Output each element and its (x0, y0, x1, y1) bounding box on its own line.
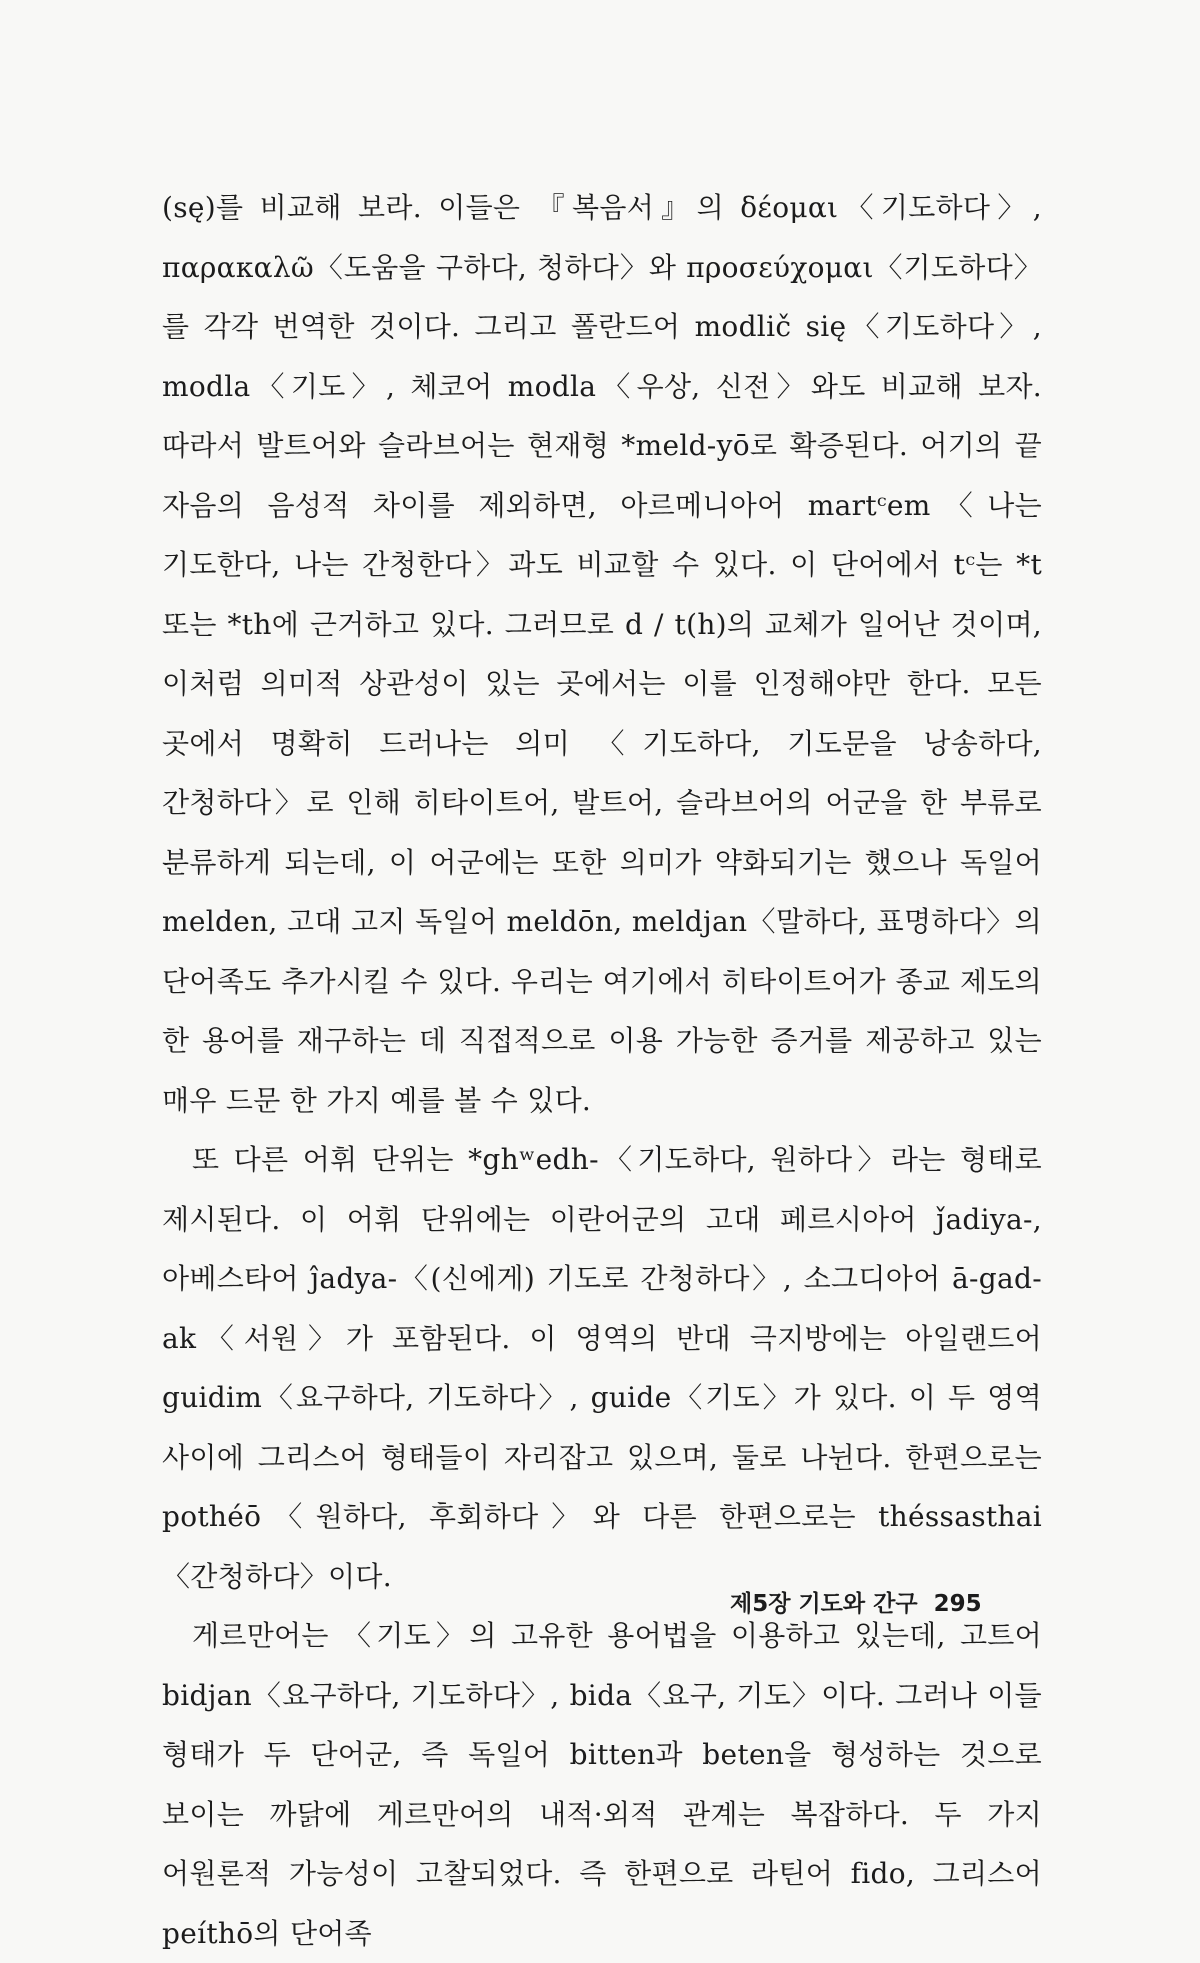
paragraph-1: (sę)를 비교해 보라. 이들은 『복음서』의 δέομαι〈기도하다〉, παρακαλῶ〈도움을 구하다, 청하다〉와 προσεύχομαι〈기도하다〉를 각각 번역한 것이다. 그리고 폴란드어 modlič się〈기도하다〉, modla〈기도〉, 체코어 modla〈우상, 신전〉와도 비교해 보자. 따라서 발트어와 슬라브어는 현재형 *meld-yō로 확증된다. 어기의 끝 자음의 음성적 차이를 제외하면, 아르메니아어 martᶜem〈나는 기도한다, 나는 간청한다〉과도 비교할 수 있다. 이 단어에서 tᶜ는 *t 또는 *th에 근거하고 있다. 그러므로 d / t(h)의 교체가 일어난 것이며, 이처럼 의미적 상관성이 있는 곳에서는 이를 인정해야만 한다. 모든 곳에서 명확히 드러나는 의미 〈기도하다, 기도문을 낭송하다, 간청하다〉로 인해 히타이트어, 발트어, 슬라브어의 어군을 한 부류로 분류하게 되는데, 이 어군에는 또한 의미가 약화되기는 했으나 독일어 melden, 고대 고지 독일어 meldōn, meldjan〈말하다, 표명하다〉의 단어족도 추가시킬 수 있다. 우리는 여기에서 히타이트어가 종교 제도의 한 용어를 재구하는 데 직접적으로 이용 가능한 증거를 제공하고 있는 매우 드문 한 가지 예를 볼 수 있다. (162, 191, 1042, 1117)
page-number: 295 (933, 1591, 982, 1617)
paragraph-3: 게르만어는 〈기도〉의 고유한 용어법을 이용하고 있는데, 고트어 bidjan〈요구하다, 기도하다〉, bida〈요구, 기도〉이다. 그러나 이들 형태가 두 단어군, 즉 독일어 bitten과 beten을 형성하는 것으로 보이는 까닭에 게르만어의 내적·외적 관계는 복잡하다. 두 가지 어원론적 가능성이 고찰되었다. 즉 한편으로 라틴어 fido, 그리스어 peíthō의 단어족 (162, 1619, 1042, 1950)
chapter-title: 제5장 기도와 간구 (730, 1591, 918, 1617)
page-body (162, 178, 1042, 1963)
page-footer (730, 1585, 1050, 1618)
paragraph-2: 또 다른 어휘 단위는 *ghʷedh-〈기도하다, 원하다〉라는 형태로 제시된다. 이 어휘 단위에는 이란어군의 고대 페르시아어 ǰadiya-, 아베스타어 ĵadya-〈(신에게) 기도로 간청하다〉, 소그디아어 ā-gad-ak〈서원〉가 포함된다. 이 영역의 반대 극지방에는 아일랜드어 guidim〈요구하다, 기도하다〉, guide〈기도〉가 있다. 이 두 영역 사이에 그리스어 형태들이 자리잡고 있으며, 둘로 나뉜다. 한편으로는 pothéō〈원하다, 후회하다〉와 다른 한편으로는 théssasthai〈간청하다〉이다. (162, 1143, 1042, 1593)
